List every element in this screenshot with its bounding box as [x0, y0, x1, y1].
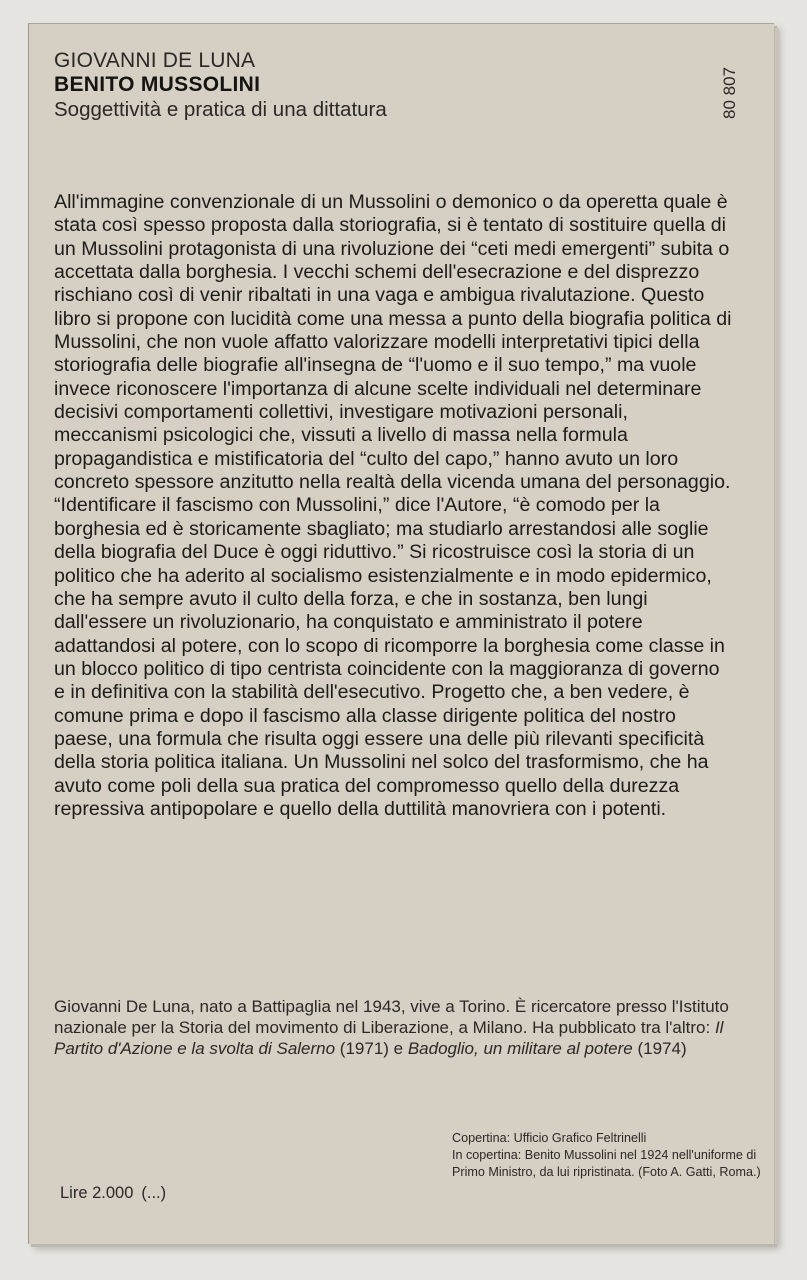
- author-name: GIOVANNI DE LUNA: [54, 49, 256, 72]
- author-bio: [54, 997, 744, 1059]
- bio-book-2: Badoglio, un militare al potere: [407, 1038, 633, 1058]
- bio-text-2: (1971) e: [335, 1038, 408, 1058]
- price-value: Lire 2.000: [60, 1184, 134, 1202]
- bio-text-1: Giovanni De Luna, nato a Battipaglia nel 1943, vive a Torino. È ricercatore presso l'Istituto nazionale per la Storia del movimento di Liberazione, a Milano. Ha pubblicato tra l'altro:: [54, 997, 729, 1037]
- credits-line-1: Copertina: Ufficio Grafico Feltrinelli: [452, 1131, 647, 1145]
- bio-book-1: Il Partito d'Azione e la svolta di Salerno: [54, 1017, 724, 1058]
- price-label: [60, 1184, 166, 1203]
- price-note: (...): [141, 1184, 167, 1202]
- catalog-code: 80 807: [720, 67, 739, 119]
- blurb-paragraph: All'immagine convenzionale di un Mussolini o demonico o da operetta quale è stata così spesso proposta dalla storiografia, si è tentato di sostituire quella di un Mussolini protagonista di una rivoluzione dei “ceti medi emergenti” subita o accettata dalla borghesia. I vecchi schemi dell'esecrazione e del disprezzo rischiano così di venir ribaltati in una vaga e ambigua rivalutazione. Questo libro si propone con lucidità come una messa a punto della biografia politica di Mussolini, che non vuole affatto valorizzare modelli interpretativi tipici della storiografia delle biografie all'insegna de “l'uomo e il suo tempo,” ma vuole invece riconoscere l'importanza di alcune scelte individuali nel determinare decisivi comportamenti collettivi, investigare motivazioni personali, meccanismi psicologici che, vissuti a livello di massa nella formula propagandistica e mistificatoria del “culto del capo,” hanno avuto un loro concreto spessore anzitutto nella realtà della vicenda umana del personaggio. “Identificare il fascismo con Mussolini,” dice l'Autore, “è comodo per la borghesia ed è storicamente sbagliato; ma studiarlo arrestandosi alle soglie della biografia del Duce è oggi riduttivo.” Si ricostruisce così la storia di un politico che ha aderito al socialismo esistenzialmente e in modo epidermico, che ha sempre avuto il culto della forza, e che in sostanza, ben lungi dall'essere un rivoluzionario, ha conquistato e amministrato il potere adattandosi al potere, con lo scopo di ricomporre la borghesia come classe in un blocco politico di tipo centrista coincidente con la maggioranza di governo e in definitiva con la stabilità dell'esecutivo. Progetto che, a ben vedere, è comune prima e dopo il fascismo alla classe dirigente politica del nostro paese, una formula che risulta oggi essere una delle più rilevanti specificità della storia politica italiana. Un Mussolini nel solco del trasformismo, che ha avuto come poli della sua pratica del compromesso quello della durezza repressiva antipopolare e quello della duttilità manovriera con i potenti.: [54, 191, 732, 820]
- credits-line-2: In copertina: Benito Mussolini nel 1924 nell'uniforme di Primo Ministro, da lui ripristinata. (Foto A. Gatti, Roma.): [452, 1148, 761, 1180]
- book-title: BENITO MUSSOLINI: [54, 73, 261, 96]
- cover-credits: [452, 1130, 772, 1182]
- book-subtitle: Soggettività e pratica di una dittatura: [54, 98, 387, 121]
- book-back-cover: [28, 23, 774, 1244]
- bio-text-3: (1974): [632, 1038, 687, 1058]
